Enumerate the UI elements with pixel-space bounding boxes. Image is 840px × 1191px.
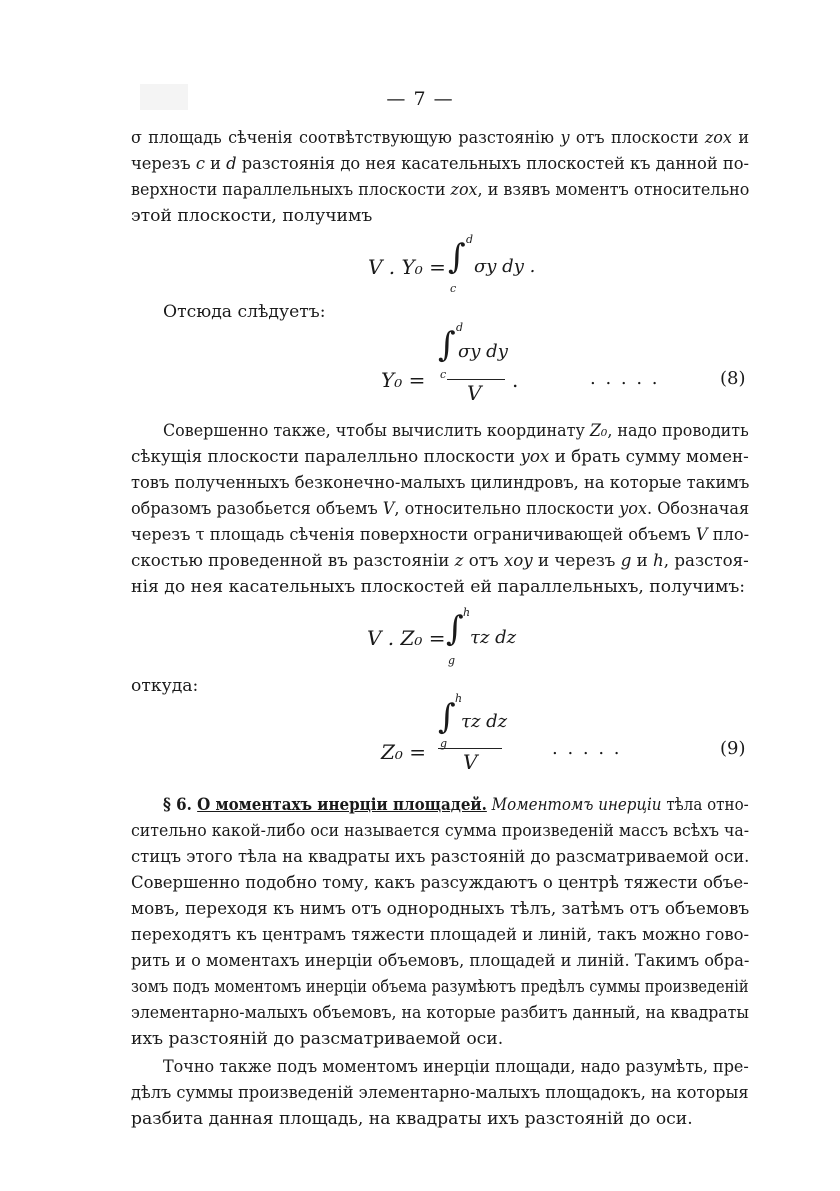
para1-line3: верхности параллельныхъ плоскости zox, и взявъ моментъ относительно bbox=[131, 180, 750, 200]
eq8-upper-limit: d bbox=[456, 321, 464, 334]
para2-line4: образомъ разобьется объемъ V, относительно плоскости yox. Обозначая bbox=[131, 499, 750, 519]
eq2-integral-sign: ∫ bbox=[446, 609, 464, 649]
eq2-lhs: V . Z₀ = bbox=[367, 626, 446, 650]
para1-line2: черезъ c и d разстоянія до нея касательныхъ плоскостей къ данной по- bbox=[131, 154, 749, 174]
para2-line5: черезъ τ площадь сѣченія поверхности ограничивающей объемъ V пло- bbox=[131, 525, 750, 545]
section6-line8: зомъ подъ моментомъ инерціи объема разумѣютъ предѣлъ суммы произведеній bbox=[131, 977, 749, 997]
eq9-leader-dots: . . . . . bbox=[552, 738, 622, 759]
otsyuda-line: Отсюда слѣдуетъ: bbox=[163, 302, 326, 322]
eq9-upper-limit: h bbox=[455, 692, 463, 705]
eq8-lower-limit: c bbox=[440, 368, 447, 381]
para2-line3: товъ полученныхъ безконечно-малыхъ цилиндровъ, на которые такимъ bbox=[131, 473, 750, 493]
section6-line2: сительно какой-либо оси называется сумма произведеній массъ всѣхъ ча- bbox=[131, 821, 750, 841]
eq9-lhs: Z₀ = bbox=[381, 740, 427, 764]
eq1-integrand: σy dy . bbox=[474, 256, 536, 277]
para1-line4: этой плоскости, получимъ bbox=[131, 206, 373, 226]
eq8-integral-sign: ∫ bbox=[438, 325, 456, 365]
section6-line1: § 6. О моментахъ инерціи площадей. Моментомъ инерціи тѣла отно- bbox=[163, 795, 749, 815]
section6-line10: ихъ разстояній до разсматриваемой оси. bbox=[131, 1029, 504, 1049]
para4-line2: дѣлъ суммы произведеній элементарно-малыхъ площадокъ, на которыя bbox=[131, 1083, 749, 1103]
eq8-number: (8) bbox=[720, 368, 746, 389]
section6-line9: элементарно-малыхъ объемовъ, на которые разбитъ данный, на квадраты bbox=[131, 1003, 749, 1023]
para2-line6: скостью проведенной въ разстояніи z отъ xoy и черезъ g и h, разстоя- bbox=[131, 551, 749, 571]
eq1-integral-sign: ∫ bbox=[448, 237, 466, 277]
eq8-lhs: Y₀ = bbox=[381, 368, 426, 392]
eq8-numerator: σy dy bbox=[458, 341, 508, 362]
para4-line1: Точно также подъ моментомъ инерціи площади, надо разумѣть, пре- bbox=[163, 1057, 749, 1077]
para2-line1: Совершенно также, чтобы вычислить координату Z₀, надо проводить bbox=[163, 421, 749, 441]
eq2-integrand: τz dz bbox=[470, 627, 517, 648]
section6-heading: § 6. bbox=[163, 795, 198, 815]
para4-line3: разбита данная площадь, на квадраты ихъ разстояній до оси. bbox=[131, 1109, 693, 1129]
eq9-number: (9) bbox=[720, 738, 746, 759]
eq9-numerator: τz dz bbox=[461, 711, 508, 732]
otkuda-line: откуда: bbox=[131, 676, 199, 696]
eq9-integral-sign: ∫ bbox=[438, 697, 456, 737]
eq8-fraction-bar bbox=[447, 379, 505, 380]
page-number: — 7 — bbox=[386, 88, 454, 110]
para1-line1: σ площадь сѣченія соотвѣтствующую разстоянію y отъ плоскости zox и bbox=[131, 128, 750, 148]
eq9-denominator: V bbox=[463, 750, 478, 774]
section6-line4: Совершенно подобно тому, какъ разсуждаютъ о центрѣ тяжести объе- bbox=[131, 873, 749, 893]
section6-line3: стицъ этого тѣла на квадраты ихъ разстояній до разсматриваемой оси. bbox=[131, 847, 750, 867]
para2-line2: сѣкущія плоскости паралелльно плоскости yox и брать сумму момен- bbox=[131, 447, 749, 467]
section6-line7: рить и о моментахъ инерціи объемовъ, площадей и линій. Такимъ обра- bbox=[131, 951, 750, 971]
section6-line6: переходятъ къ центрамъ тяжести площадей и линій, такъ можно гово- bbox=[131, 925, 750, 945]
eq8-denominator: V bbox=[467, 381, 482, 405]
eq1-upper-limit: d bbox=[466, 233, 474, 246]
eq8-period: . bbox=[512, 368, 519, 392]
eq1-lhs: V . Y₀ = bbox=[368, 255, 446, 279]
eq2-upper-limit: h bbox=[463, 606, 471, 619]
eq2-lower-limit: g bbox=[448, 654, 456, 667]
eq1-lower-limit: c bbox=[450, 282, 457, 295]
eq9-lower-limit: g bbox=[440, 737, 448, 750]
term-moment-of-inertia: Моментомъ инерціи bbox=[491, 795, 662, 815]
eq9-fraction-bar bbox=[438, 748, 502, 749]
para2-line7: нія до нея касательныхъ плоскостей ей параллельныхъ, получимъ: bbox=[131, 577, 746, 597]
section6-title: О моментахъ инерціи площадей. bbox=[197, 795, 487, 815]
section6-line5: мовъ, переходя къ нимъ отъ однородныхъ тѣлъ, затѣмъ отъ объемовъ bbox=[131, 899, 750, 919]
eq8-leader-dots: . . . . . bbox=[590, 368, 660, 389]
